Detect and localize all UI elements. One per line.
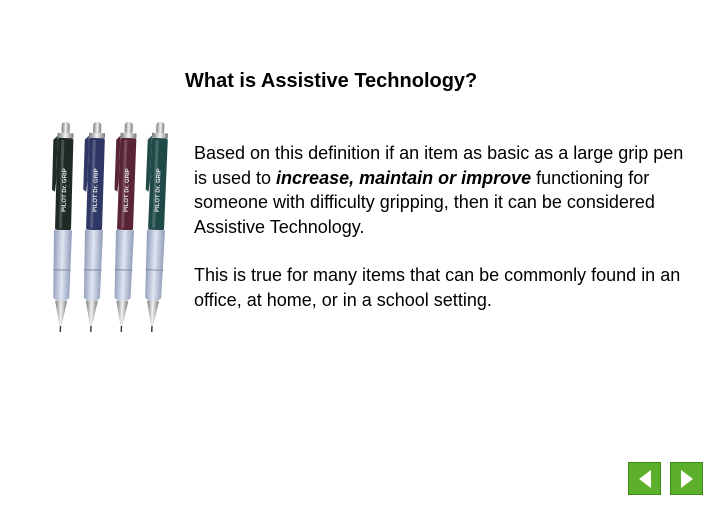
- previous-slide-button[interactable]: [628, 462, 661, 495]
- grip-pens-image: [46, 120, 176, 340]
- grip-pen: [48, 122, 74, 332]
- grip-pen: [109, 122, 138, 333]
- paragraph-definition: [194, 141, 684, 239]
- svg-text:PILOT Dr. GRIP: PILOT Dr. GRIP: [123, 168, 132, 213]
- svg-text:PILOT Dr. GRIP: PILOT Dr. GRIP: [154, 168, 163, 213]
- slide-title: What is Assistive Technology?: [185, 70, 478, 92]
- paragraph-common-items: This is true for many items that can be commonly found in an office, at home, or in a school setting.: [194, 265, 681, 310]
- grip-pen: [140, 122, 170, 333]
- slide-body: [194, 141, 684, 312]
- next-slide-button[interactable]: [670, 462, 703, 495]
- triangle-left-icon: [638, 469, 652, 489]
- grip-pen: [79, 122, 107, 333]
- paragraph-definition-start: Based on this definition if an item as basic as a large grip pen is used to: [194, 143, 684, 188]
- emphasis-phrase: increase, maintain or improve: [276, 167, 532, 188]
- triangle-right-icon: [680, 469, 694, 489]
- svg-text:PILOT Dr. GRIP: PILOT Dr. GRIP: [61, 168, 69, 213]
- svg-text:PILOT Dr. GRIP: PILOT Dr. GRIP: [92, 168, 100, 213]
- paragraph-definition-end: functioning for someone with difficulty gripping, then it can be considered Assistive Technology.: [194, 167, 655, 237]
